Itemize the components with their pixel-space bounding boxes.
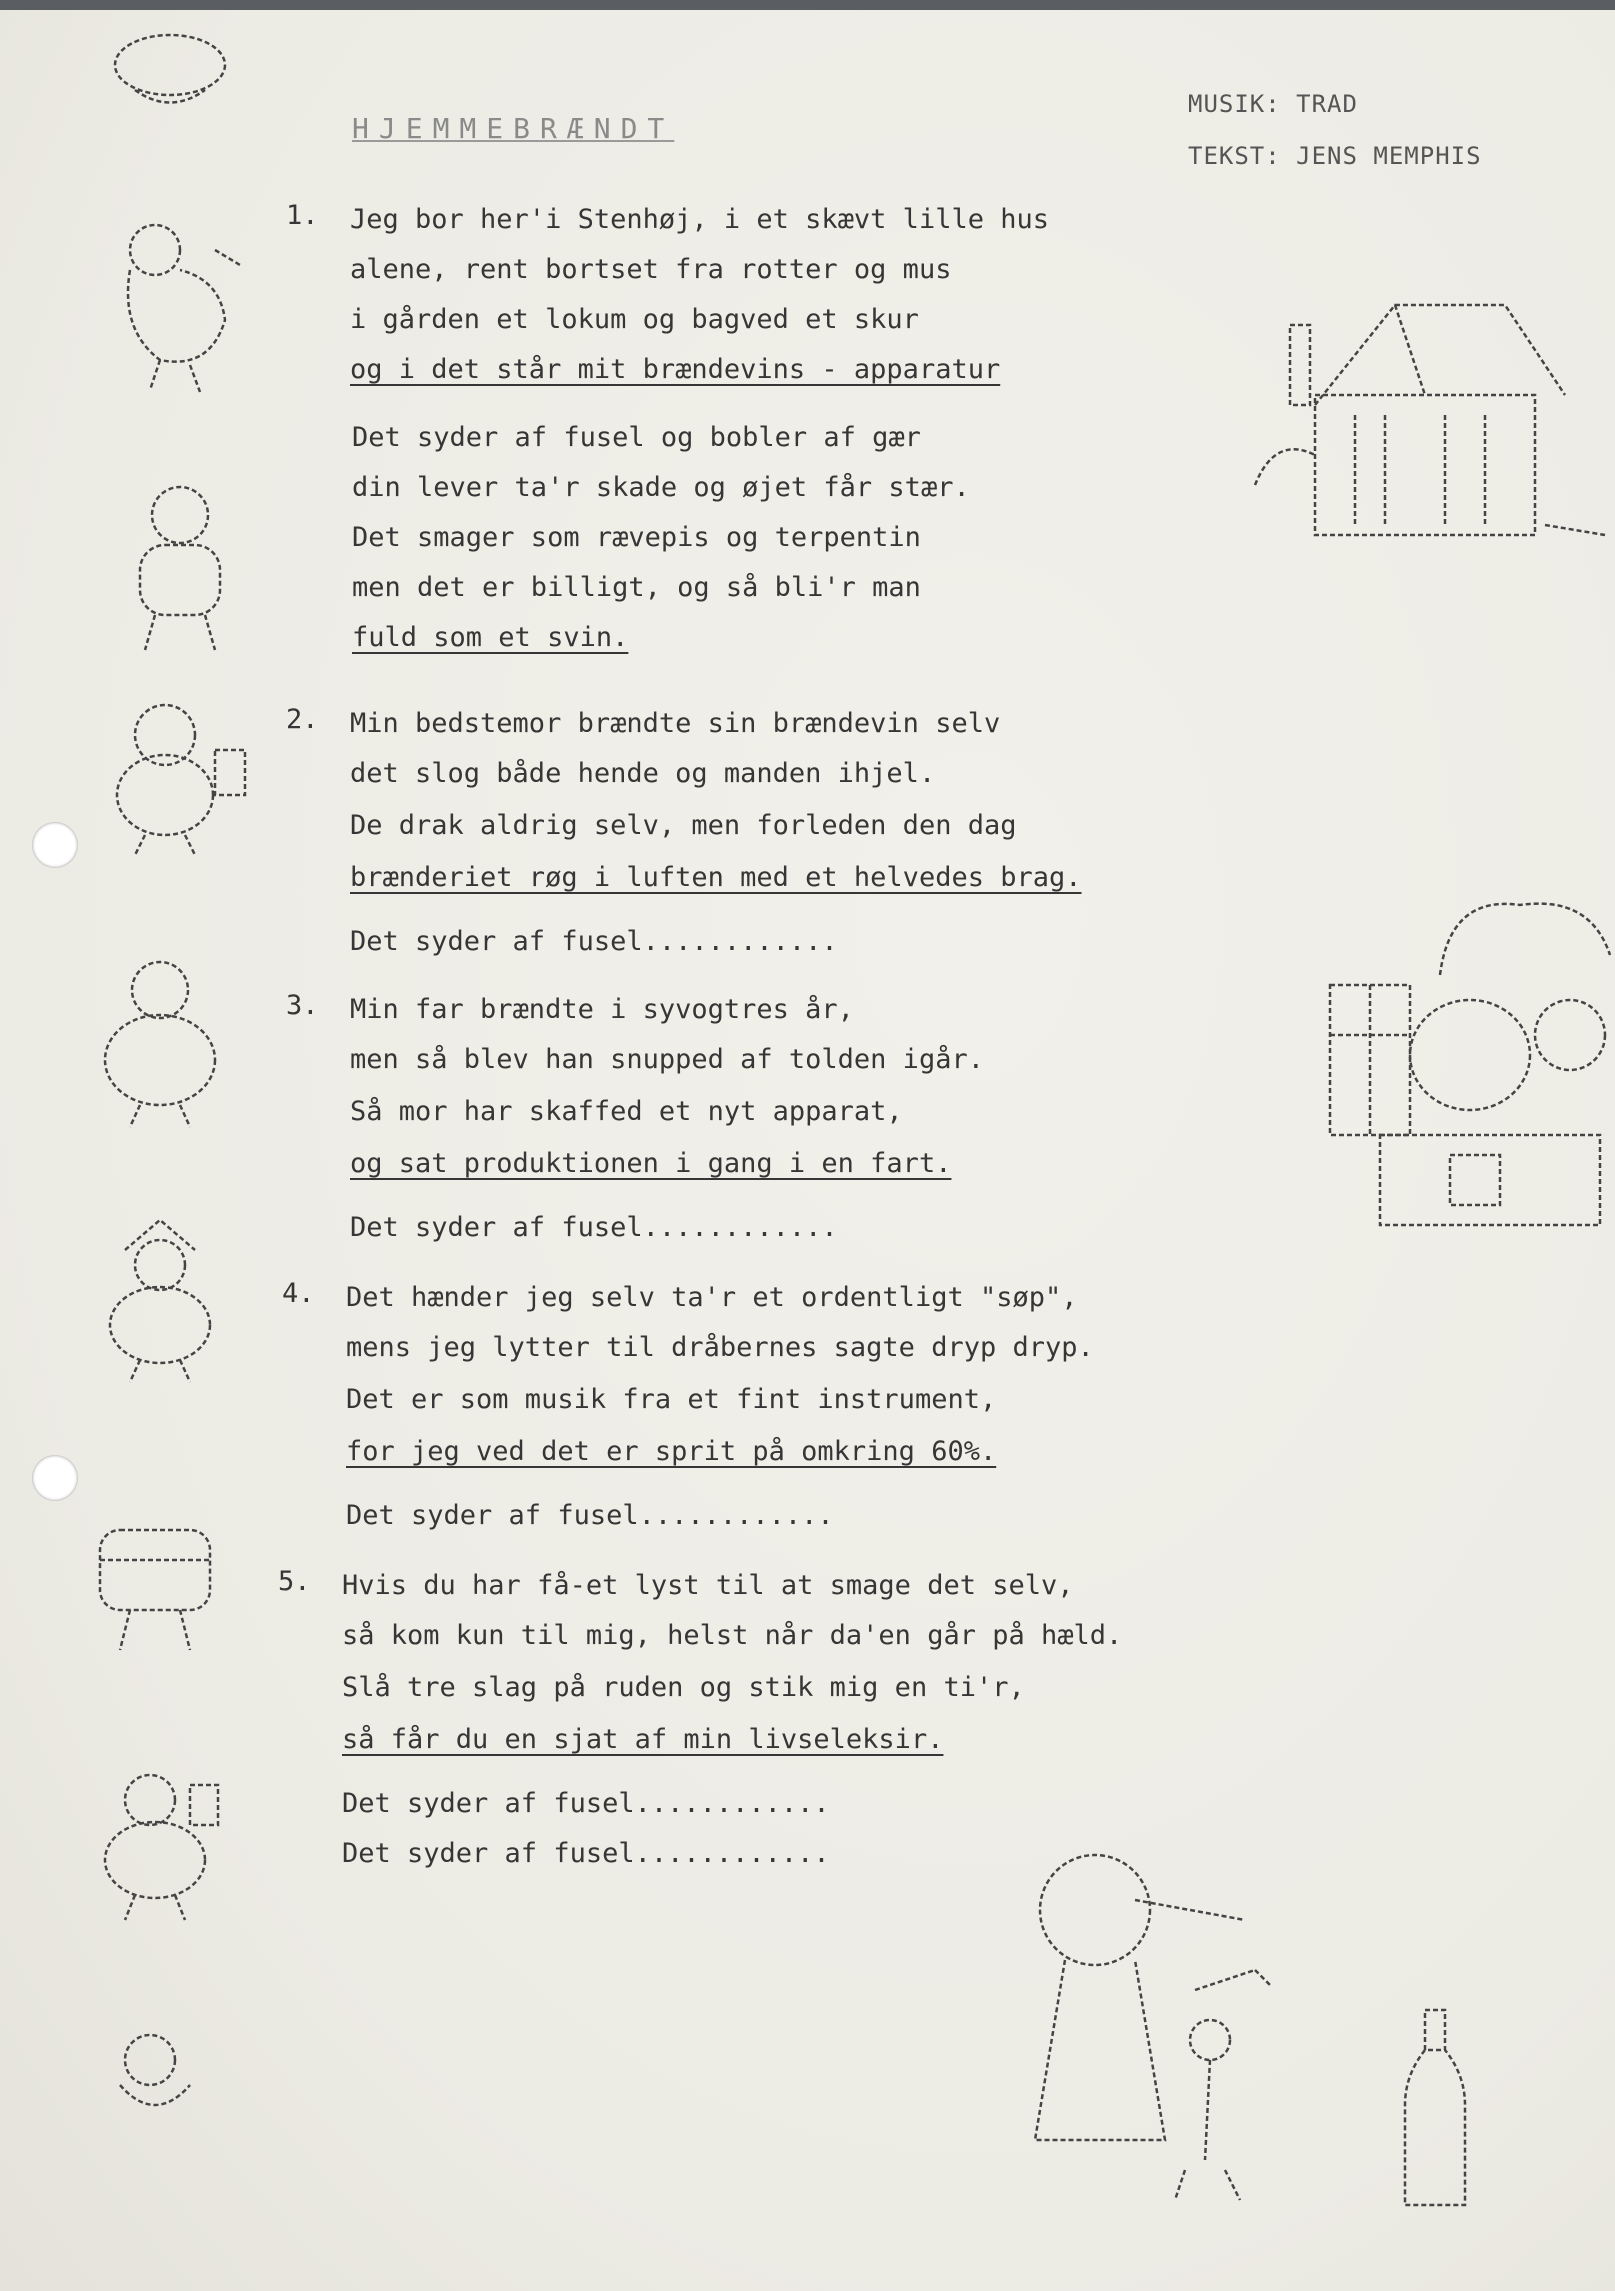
music-credit: MUSIK: TRAD [1188, 90, 1358, 118]
verse-line: Det hænder jeg selv ta'r et ordentligt "søp", [346, 1282, 1078, 1313]
chorus-line: din lever ta'r skade og øjet får stær. [352, 472, 970, 503]
verse-line: i gården et lokum og bagved et skur [350, 304, 919, 335]
doodle-figure [95, 20, 245, 120]
verse-line: Jeg bor her'i Stenhøj, i et skævt lille hus [350, 204, 1049, 235]
verse-line: De drak aldrig selv, men forleden den dag [350, 810, 1017, 841]
dancing-figure-icon [80, 1765, 230, 1925]
verse-number: 3. [286, 990, 319, 1021]
verse-line: Så mor har skaffed et nyt apparat, [350, 1096, 903, 1127]
verse-line: det slog både hende og manden ihjel. [350, 758, 936, 789]
round-figure-icon [85, 955, 235, 1130]
chorus-repeat: Det syder af fusel............ [342, 1838, 830, 1869]
lyrics-credit: TEKST: JENS MEMPHIS [1188, 142, 1482, 170]
chorus-repeat: Det syder af fusel............ [342, 1788, 830, 1819]
verse-line: og i det står mit brændevins - apparatur [350, 354, 1001, 385]
chorus-line: fuld som et svin. [352, 622, 629, 653]
verse-line: for jeg ved det er sprit på omkring 60%. [346, 1436, 997, 1467]
punch-hole-bottom [32, 1455, 78, 1501]
verse-line: Det er som musik fra et fint instrument, [346, 1384, 997, 1415]
verse-number: 4. [282, 1278, 315, 1309]
verse-line: Min bedstemor brændte sin brændevin selv [350, 708, 1001, 739]
verse-line: Min far brændte i syvogtres år, [350, 994, 854, 1025]
chorus-line: Det smager som rævepis og terpentin [352, 522, 921, 553]
verse-line: så kom kun til mig, helst når da'en går på hæld. [342, 1620, 1123, 1651]
scan-edge [0, 0, 1615, 10]
chorus-repeat: Det syder af fusel............ [350, 926, 838, 957]
bottle-icon [1395, 2005, 1475, 2215]
distillery-cooking-drawing [1320, 875, 1615, 1240]
chorus-repeat: Det syder af fusel............ [350, 1212, 838, 1243]
verse-line: og sat produktionen i gang i en fart. [350, 1148, 952, 1179]
house-drawing [1245, 285, 1615, 555]
song-title: HJEMMEBRÆNDT [352, 112, 675, 145]
chorus-line: Det syder af fusel og bobler af gær [352, 422, 921, 453]
verse-number: 1. [286, 200, 319, 231]
pig-mug-figure-icon [95, 690, 265, 860]
verse-line: så får du en sjat af min livseleksir. [342, 1724, 944, 1755]
chorus-repeat: Det syder af fusel............ [346, 1500, 834, 1531]
verse-line: men så blev han snupped af tolden igår. [350, 1044, 984, 1075]
verse-number: 5. [278, 1566, 311, 1597]
man-with-glass-drawing [1005, 1840, 1305, 2210]
verse-number: 2. [286, 704, 319, 735]
faint-figure-icon [90, 2025, 220, 2135]
verse-line: mens jeg lytter til dråbernes sagte dryp dryp. [346, 1332, 1094, 1363]
barrel-figure-icon [85, 1490, 225, 1655]
verse-line: alene, rent bortset fra rotter og mus [350, 254, 952, 285]
bird-figure-icon [100, 210, 250, 400]
chef-figure-icon [105, 480, 255, 660]
verse-line: Hvis du har få-et lyst til at smage det selv, [342, 1570, 1074, 1601]
santa-figure-icon [85, 1210, 235, 1385]
chorus-line: men det er billigt, og så bli'r man [352, 572, 921, 603]
verse-line: Slå tre slag på ruden og stik mig en ti'r, [342, 1672, 1025, 1703]
verse-line: brænderiet røg i luften med et helvedes brag. [350, 862, 1082, 893]
punch-hole-top [32, 822, 78, 868]
